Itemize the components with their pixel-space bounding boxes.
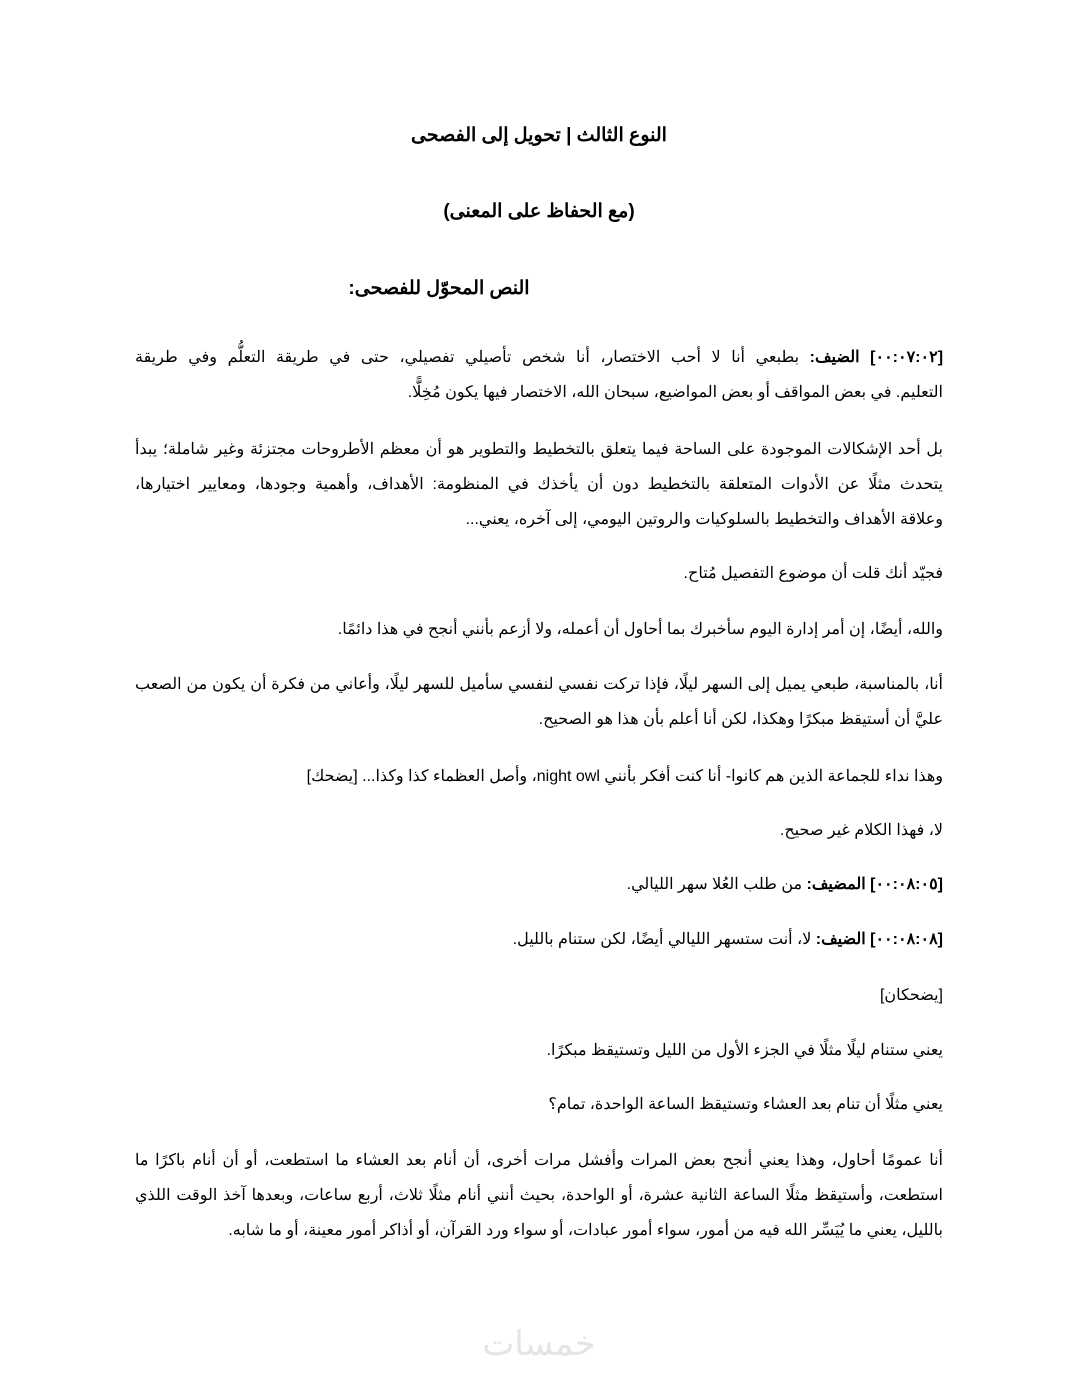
text-line: [135, 375, 943, 410]
paragraph: [135, 978, 943, 1013]
line-text: أنا، بالمناسبة، طبعي يميل إلى السهر ليلًا، فإذا تركت نفسي لنفسي سأميل للسهر ليلًا، وأعاني من فكرة أن يكون من الصعب: [135, 676, 944, 693]
line-text: من طلب العُلا سهر الليالي.: [626, 876, 807, 893]
speaker-timestamp: [٠٠:٠٨:٠٥] المضيف:: [806, 876, 943, 893]
paragraph: [135, 340, 943, 410]
text-line: [135, 1033, 943, 1068]
line-text: يعني مثلًا أن تنام بعد العشاء وتستيقظ الساعة الواحدة، تمام؟: [548, 1096, 943, 1113]
text-line: [135, 978, 943, 1013]
text-line: [135, 1087, 943, 1122]
paragraph: [135, 867, 943, 902]
document-title: [0, 124, 1078, 147]
title-text: النوع الثالث | تحويل إلى الفصحى: [411, 125, 667, 146]
text-line: [135, 467, 943, 502]
text-line: [135, 612, 943, 647]
line-text: أنا عمومًا أحاول، وهذا يعني أنجح بعض المرات وأفشل مرات أخرى، أن أنام بعد العشاء ما استطعت، أو أن أنام باكرًا ما: [135, 1152, 943, 1169]
section-heading: [0, 277, 978, 300]
line-text: عليَّ أن أستيقظ مبكرًا وهكذا، لكن أنا أعلم بأن هذا هو الصحيح.: [538, 711, 943, 728]
text-line: [135, 813, 943, 848]
line-text: وعلاقة الأهداف والتخطيط بالسلوكيات والروتين اليومي، إلى آخره، يعني...: [465, 511, 943, 528]
text-line: [135, 556, 943, 591]
speaker-timestamp: [٠٠:٠٧:٠٢] الضيف:: [809, 349, 944, 366]
paragraph: [135, 922, 943, 957]
paragraph: [135, 1143, 943, 1248]
text-line: [135, 759, 943, 794]
line-text: يتحدث مثلًا عن الأدوات المتعلقة بالتخطيط دون أن يأخذك في المنظومة: الأهداف، وأهمية وجودها، ومعايير اختيارها،: [135, 476, 943, 493]
text-line: [135, 340, 943, 375]
line-text: بطبعي أنا لا أحب الاختصار، أنا شخص تأصيلي تفصيلي، حتى في طريقة التعلُّم وفي طريقة: [135, 349, 810, 366]
line-text: لا، أنت ستسهر الليالي أيضًا، لكن ستنام بالليل.: [512, 931, 816, 948]
text-line: [135, 922, 943, 957]
line-text: التعليم. في بعض المواقف أو بعض المواضيع، سبحان الله، الاختصار فيها يكون مُخِلًّا.: [407, 384, 943, 401]
text-line: [135, 667, 943, 702]
line-text: بالليل، يعني ما يُيَسِّر الله فيه من أمور، سواء أمور عبادات، أو سواء ورد القرآن، أو أذاكر أمور معينة، أو ما شابه.: [228, 1222, 943, 1239]
paragraph: [135, 759, 943, 794]
paragraph: [135, 432, 943, 537]
watermark-logo: [0, 1324, 1078, 1364]
line-text: لا، فهذا الكلام غير صحيح.: [779, 822, 943, 839]
document-subtitle: [0, 200, 1078, 223]
watermark-text: خمسات: [482, 1325, 596, 1363]
line-text: [يضحكان]: [879, 987, 943, 1004]
paragraph: [135, 813, 943, 848]
speaker-timestamp: [٠٠:٠٨:٠٨] الضيف:: [815, 931, 943, 948]
line-text: استطعت، وأستيقظ مثلًا الساعة الثانية عشرة، أو الواحدة، بحيث أنني أنام مثلًا ثلاث، أربع ساعات، وبعدها آخذ الوقت اللذي: [135, 1187, 943, 1204]
text-line: [135, 1178, 943, 1213]
text-line: [135, 432, 943, 467]
paragraph: [135, 556, 943, 591]
paragraph: [135, 612, 943, 647]
subtitle-text: (مع الحفاظ على المعنى): [443, 201, 635, 222]
line-text: وهذا نداء للجماعة الذين هم كانوا- أنا كنت أفكر بأنني night owl، وأصل العظماء كذا وكذا... [يضحك]: [306, 768, 943, 785]
paragraph: [135, 667, 943, 737]
text-line: [135, 502, 943, 537]
text-line: [135, 1143, 943, 1178]
text-line: [135, 702, 943, 737]
line-text: بل أحد الإشكالات الموجودة على الساحة فيما يتعلق بالتخطيط والتطوير هو أن معظم الأطروحات مجتزئة وغير شاملة؛ يبدأ: [135, 441, 943, 458]
line-text: والله، أيضًا، إن أمر إدارة اليوم سأخبرك بما أحاول أن أعمله، ولا أزعم بأنني أنجح في هذا دائمًا.: [337, 621, 943, 638]
text-line: [135, 867, 943, 902]
line-text: فجيّد أنك قلت أن موضوع التفصيل مُتاح.: [683, 565, 943, 582]
line-text: يعني ستنام ليلًا مثلًا في الجزء الأول من الليل وتستيقظ مبكرًا.: [546, 1042, 943, 1059]
paragraph: [135, 1087, 943, 1122]
text-line: [135, 1213, 943, 1248]
paragraph: [135, 1033, 943, 1068]
section-heading-text: النص المحوّل للفصحى:: [348, 278, 530, 299]
